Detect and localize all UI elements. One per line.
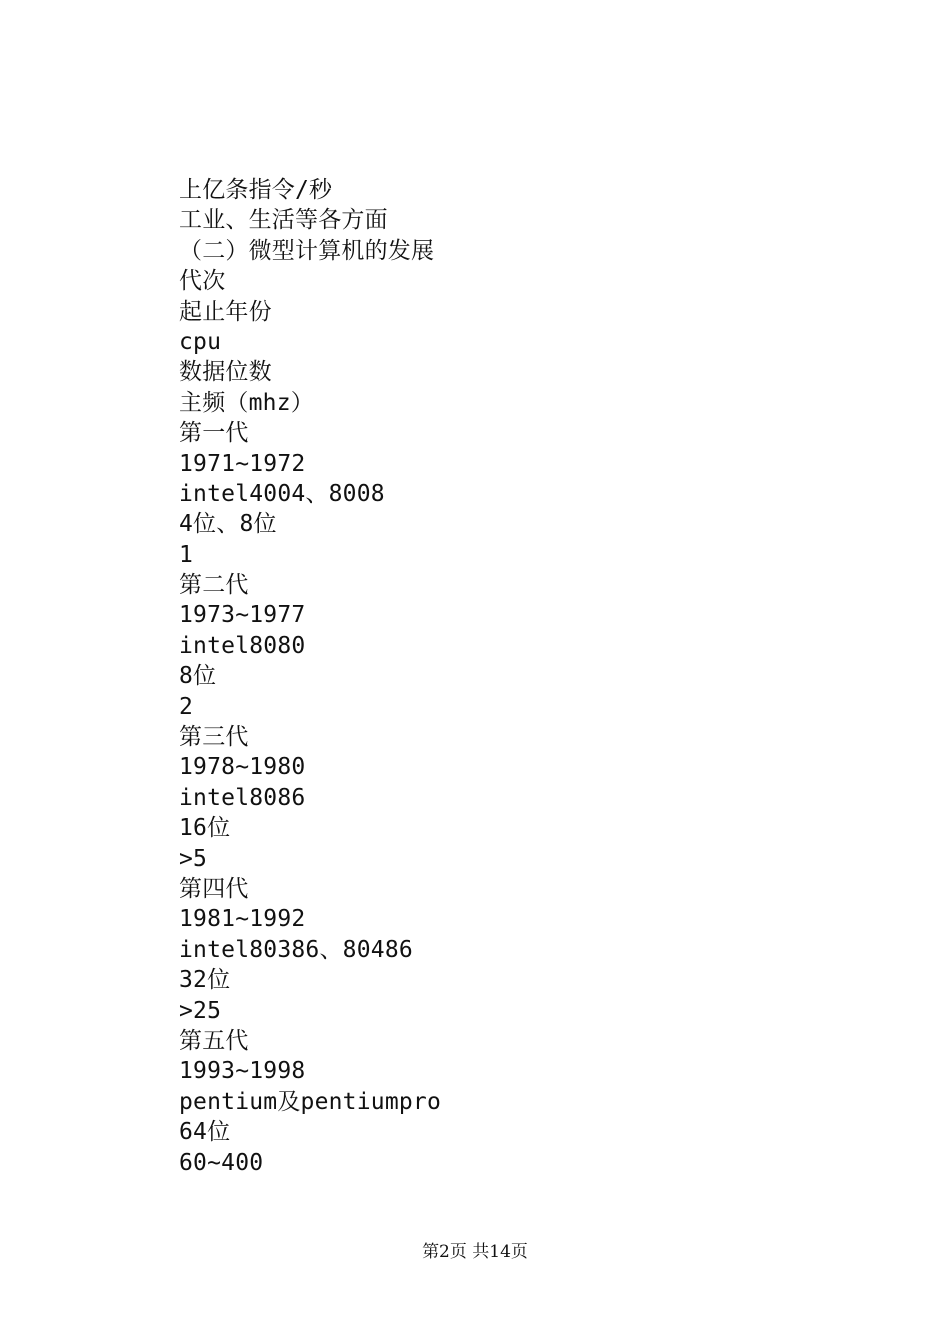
text-line: >5 [179, 845, 208, 872]
text-line: 第四代 [179, 875, 249, 902]
text-line: intel4004、8008 [179, 480, 385, 507]
text-line: 1 [179, 541, 194, 568]
text-line: 工业、生活等各方面 [179, 207, 388, 234]
text-line: 4位、8位 [179, 511, 277, 538]
text-line: 1981~1992 [179, 906, 306, 933]
text-line: >25 [179, 997, 222, 1024]
text-line: 数据位数 [179, 359, 272, 386]
text-line: 主频（mhz） [179, 389, 314, 416]
text-line: 8位 [179, 663, 217, 690]
text-line: 32位 [179, 967, 231, 994]
page-number-footer: 第2页 共14页 [422, 1242, 528, 1262]
text-line: 2 [179, 693, 194, 720]
text-line: 1978~1980 [179, 754, 306, 781]
text-line: 1971~1972 [179, 450, 306, 477]
text-line: pentium及pentiumpro [179, 1088, 442, 1115]
text-line: 64位 [179, 1119, 231, 1146]
text-line: intel80386、80486 [179, 936, 413, 963]
text-line: 第三代 [179, 724, 249, 751]
document-body [179, 175, 859, 1178]
text-line: intel8086 [179, 784, 306, 811]
text-line: 代次 [179, 268, 226, 295]
text-line: intel8080 [179, 632, 306, 659]
text-line: 1993~1998 [179, 1058, 306, 1085]
text-line: 16位 [179, 815, 231, 842]
text-line: 第二代 [179, 572, 249, 599]
text-line: 第一代 [179, 420, 249, 447]
text-line: 1973~1977 [179, 602, 306, 629]
text-line: 第五代 [179, 1027, 249, 1054]
text-line: 上亿条指令/秒 [179, 177, 333, 203]
text-line: cpu [179, 328, 222, 355]
text-line: 起止年份 [179, 298, 272, 325]
section-heading: （二）微型计算机的发展 [179, 237, 435, 264]
text-line: 60~400 [179, 1149, 264, 1176]
